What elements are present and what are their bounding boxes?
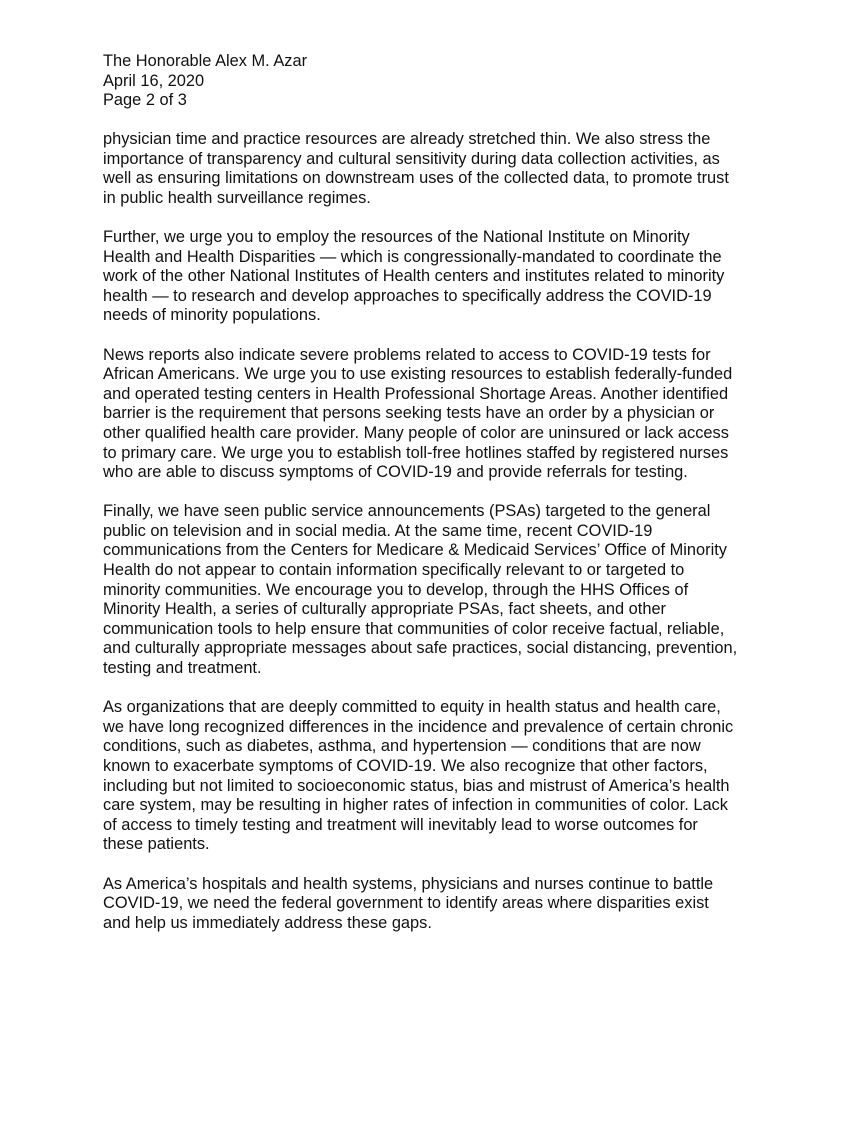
text-line: in public health surveillance regimes. bbox=[103, 188, 371, 207]
text-line: work of the other National Institutes of Health centers and institutes related to minority bbox=[103, 267, 725, 286]
text-line: African Americans. We urge you to use existing resources to establish federally-funded bbox=[103, 365, 733, 384]
paragraph-equity bbox=[103, 698, 765, 855]
text-line: Minority Health, a series of culturally appropriate PSAs, fact sheets, and other bbox=[103, 600, 667, 619]
text-line: well as ensuring limitations on downstream uses of the collected data, to promote trust bbox=[103, 169, 729, 188]
text-line: conditions, such as diabetes, asthma, and hypertension — conditions that are now bbox=[103, 737, 701, 756]
text-line: communications from the Centers for Medicare & Medicaid Services’ Office of Minority bbox=[103, 541, 727, 560]
page-number: Page 2 of 3 bbox=[103, 91, 187, 110]
text-line: and culturally appropriate messages about safe practices, social distancing, prevention, bbox=[103, 639, 738, 658]
text-line: News reports also indicate severe problems related to access to COVID-19 tests for bbox=[103, 345, 711, 364]
letter-body bbox=[103, 130, 765, 953]
text-line: Further, we urge you to employ the resources of the National Institute on Minority bbox=[103, 227, 690, 246]
text-line: COVID-19, we need the federal government to identify areas where disparities exist bbox=[103, 894, 709, 913]
letter-header bbox=[103, 52, 763, 111]
letter-date: April 16, 2020 bbox=[103, 71, 205, 90]
text-line: to primary care. We urge you to establish toll-free hotlines staffed by registered nurses bbox=[103, 443, 729, 462]
text-line: Health and Health Disparities — which is congressionally-mandated to coordinate the bbox=[103, 247, 722, 266]
text-line: who are able to discuss symptoms of COVID-19 and provide referrals for testing. bbox=[103, 463, 688, 482]
text-line: Finally, we have seen public service announcements (PSAs) targeted to the general bbox=[103, 502, 711, 521]
text-line: minority communities. We encourage you to develop, through the HHS Offices of bbox=[103, 580, 689, 599]
text-line: care system, may be resulting in higher rates of infection in communities of color. Lack bbox=[103, 796, 728, 815]
text-line: communication tools to help ensure that communities of color receive factual, reliable, bbox=[103, 619, 725, 638]
text-line: other qualified health care provider. Many people of color are uninsured or lack access bbox=[103, 423, 729, 442]
text-line: these patients. bbox=[103, 835, 210, 854]
paragraph-testing-access bbox=[103, 346, 765, 483]
text-line: importance of transparency and cultural sensitivity during data collection activities, as bbox=[103, 149, 720, 168]
text-line: testing and treatment. bbox=[103, 659, 262, 678]
text-line: including but not limited to socioeconomic status, bias and mistrust of America’s health bbox=[103, 776, 730, 795]
text-line: public on television and in social media. At the same time, recent COVID-19 bbox=[103, 521, 653, 540]
text-line: needs of minority populations. bbox=[103, 306, 321, 325]
recipient-name: The Honorable Alex M. Azar bbox=[103, 52, 308, 70]
text-line: and help us immediately address these gaps. bbox=[103, 913, 432, 932]
paragraph-nimhd bbox=[103, 228, 765, 326]
text-line: As organizations that are deeply committed to equity in health status and health care, bbox=[103, 698, 721, 717]
paragraph-closing bbox=[103, 875, 765, 934]
text-line: As America’s hospitals and health systems, physicians and nurses continue to battle bbox=[103, 874, 714, 893]
text-line: of access to timely testing and treatment will inevitably lead to worse outcomes for bbox=[103, 815, 698, 834]
paragraph-psas bbox=[103, 502, 765, 678]
text-line: known to exacerbate symptoms of COVID-19. We also recognize that other factors, bbox=[103, 757, 708, 775]
text-line: Health do not appear to contain information specifically relevant to or targeted to bbox=[103, 561, 685, 580]
text-line: we have long recognized differences in the incidence and prevalence of certain chronic bbox=[103, 717, 734, 736]
paragraph-data-collection bbox=[103, 130, 765, 208]
text-line: health — to research and develop approaches to specifically address the COVID-19 bbox=[103, 286, 712, 305]
text-line: and operated testing centers in Health Professional Shortage Areas. Another identified bbox=[103, 384, 729, 403]
text-line: barrier is the requirement that persons seeking tests have an order by a physician or bbox=[103, 404, 715, 423]
text-line: physician time and practice resources are already stretched thin. We also stress the bbox=[103, 130, 711, 148]
